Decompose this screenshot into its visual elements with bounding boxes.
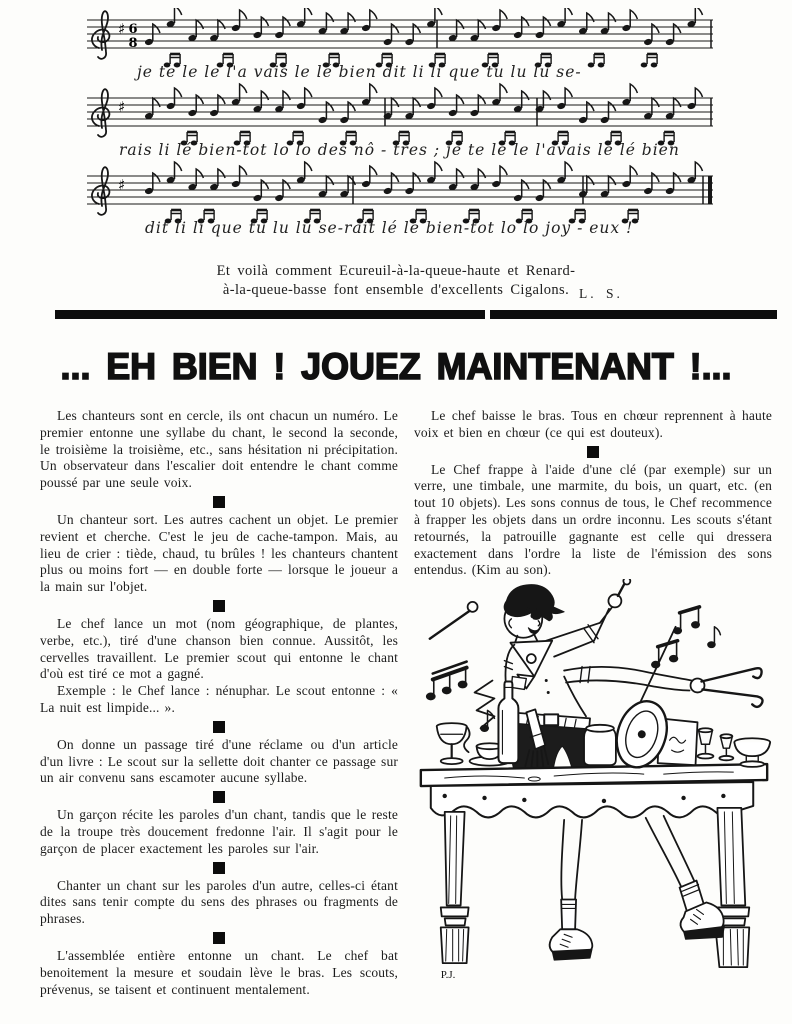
- divider-bar-left: [55, 310, 485, 319]
- paragraph: Le chef baisse le bras. Tous en chœur reprennent à haute voix et bien en chœur (ce qui est douteux).: [414, 408, 772, 440]
- square-bullet: [213, 791, 225, 803]
- square-bullet: [213, 721, 225, 733]
- key-signature: ♯: [118, 176, 126, 194]
- paragraph: Chanter un chant sur les paroles d'un autre, celles-ci étant dites sans tenir compte du sens des phrases ou fragments de phrases.: [40, 877, 398, 927]
- key-signature: ♯: [118, 98, 126, 116]
- lyrics-line-2: rais li lé bien-tot lo lo des nô - tres ; je te le le l'avais lè lé bien: [119, 141, 680, 159]
- square-bullet: [213, 600, 225, 612]
- author-initials: L. S.: [579, 286, 623, 301]
- scout-boy-legs: [550, 816, 725, 960]
- music-score: [85, 8, 725, 262]
- square-bullet: [213, 496, 225, 508]
- lyrics-line-1: je te le le l'a vais le lé bien dit li li que tu lu lu se-: [137, 63, 582, 81]
- paragraph: Exemple : le Chef lance : nénuphar. Le scout entonne : « La nuit est limpide... ».: [40, 683, 398, 715]
- paragraph: Le Chef frappe à l'aide d'une clé (par exemple) sur un verre, une timbale, une marmite, du bois, un quart, etc. (en tout 10 objets). Les sons connus de tous, le Chef recommence à frapper les objets dans un ordre inconnu. Les scouts s'étant retournés, la patrouille gagnante est celle qui dressera exactement dans l'ordre la liste de l'émission des sons entendus. (Kim au son).: [414, 461, 772, 578]
- square-bullet: [213, 862, 225, 874]
- left-column: [40, 408, 398, 998]
- time-signature-top: 6: [128, 22, 138, 37]
- caption-line: à-la-queue-basse font ensemble d'excellents Cigalons.: [222, 282, 570, 298]
- key-signature: ♯: [118, 20, 126, 38]
- section-divider: [55, 310, 777, 319]
- time-signature-bottom: 8: [128, 36, 138, 51]
- staff-system: [87, 8, 713, 68]
- staff-system: [87, 162, 713, 224]
- staff-system: [87, 84, 713, 146]
- article-title: ... EH BIEN ! JOUEZ MAINTENANT !...: [60, 346, 732, 387]
- paragraph: Un chanteur sort. Les autres cachent un objet. Le premier revient et cherche. C'est le jeu de cache-tampon. Mais, au lieu de crier : tiède, chaud, tu brûles ! les chanteurs chantent plus ou moins fort — en double forte — lorsque le joueur a la main sur l'objet.: [40, 511, 398, 595]
- divider-bar-right: [490, 310, 777, 319]
- lyrics-line-3: dit li li que tu lu lu se-rait lé lè bien-tot lo lo joy - eux !: [145, 219, 634, 237]
- paragraph: Le chef lance un mot (nom géographique, de plantes, verbe, etc.), tiré d'une chanson bien connue. Aussitôt, les cervelles travaillent. Le premier scout qui entonne le chant d'où est tiré ce mot a gagné.: [40, 615, 398, 682]
- right-column-text: [414, 408, 772, 579]
- caption-line: Et voilà comment Ecureuil-à-la-queue-haute et Renard-: [216, 263, 576, 279]
- scout-drummer-illustration: [414, 579, 774, 997]
- score-caption: [31, 262, 761, 300]
- paragraph: Les chanteurs sont en cercle, ils ont chacun un numéro. Le premier entonne une syllabe du chant, le second la seconde, le troisième la troisième, etc., sans hésitation ni précipitation. Un observateur dans l'escalier doit entendre le chant comme poussé par une seule voix.: [40, 408, 398, 491]
- right-column: [414, 408, 772, 998]
- paragraph: L'assemblée entière entonne un chant. Le chef bat benoitement la mesure et soudain lève le bras. Les scouts, prévenus, se taisent et continuent mentalement.: [40, 947, 398, 997]
- illustration-drawing: [414, 579, 774, 997]
- square-bullet: [213, 932, 225, 944]
- article-body: [40, 408, 772, 998]
- square-bullet: [587, 446, 599, 458]
- paragraph: Un garçon récite les paroles d'un chant, tandis que le reste de la troupe très doucement fredonne l'air. Il s'agit pour le garçon de placer exactement les paroles sur l'air.: [40, 807, 398, 856]
- illustrator-initials: P.J.: [440, 969, 456, 982]
- paragraph: On donne un passage tiré d'une réclame ou d'un article d'un livre : Le scout sur la sellette doit chanter ce passage sur un air convenu sans escamoter aucune syllabe.: [40, 736, 398, 786]
